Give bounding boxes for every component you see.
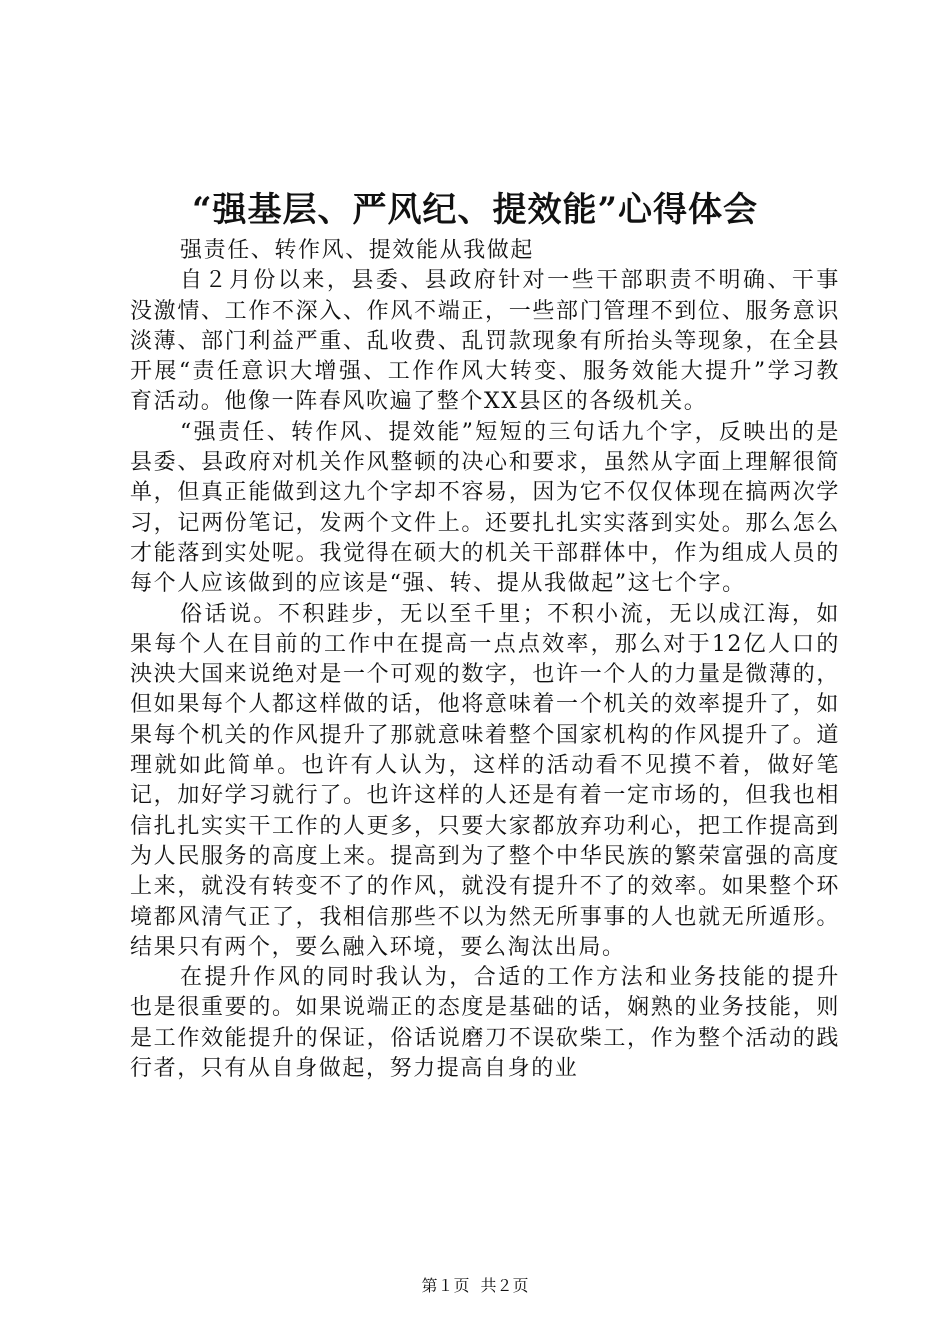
body-paragraph: 在提升作风的同时我认为，合适的工作方法和业务技能的提升也是很重要的。如果说端正的态度是基础的话，娴熟的业务技能，则是工作效能提升的保证，俗话说磨刀不误砍柴工，作为整个活动的践行者，只有从自身做起，努力提高自身的业	[130, 965, 840, 1082]
subtitle-paragraph: 强责任、转作风、提效能从我做起	[180, 238, 535, 263]
page-total: 共２页	[480, 1276, 529, 1295]
body-paragraph: “强责任、转作风、提效能”短短的三句话九个字，反映出的是县委、县政府对机关作风整顿的决心和要求，虽然从字面上理解很简单，但真正能做到这九个字却不容易，因为它不仅仅体现在搞两次学习，记两份笔记，发两个文件上。还要扎扎实实落到实处。那么怎么才能落到实处呢。我觉得在硕大的机关干部群体中，作为组成人员的每个人应该做到的应该是“强、转、提从我做起”这七个字。	[130, 419, 840, 597]
body-paragraph: 自２月份以来，县委、县政府针对一些干部职责不明确、干事没激情、工作不深入、作风不端正，一些部门管理不到位、服务意识淡薄、部门利益严重、乱收费、乱罚款现象有所抬头等现象，在全县开展“责任意识大增强、工作作风大转变、服务效能大提升”学习教育活动。他像一阵春风吹遍了整个XX县区的各级机关。	[130, 268, 840, 415]
document-title: “强基层、严风纪、提效能”心得体会	[191, 190, 759, 230]
body-paragraph: 俗话说。不积跬步，无以至千里；不积小流，无以成江海，如果每个人在目前的工作中在提高一点点效率，那么对于12亿人口的泱泱大国来说绝对是一个可观的数字，也许一个人的力量是微薄的，但如果每个人都这样做的话，他将意味着一个机关的效率提升了，如果每个机关的作风提升了那就意味着整个国家机构的作风提升了。道理就如此简单。也许有人认为，这样的活动看不见摸不着，做好笔记，加好学习就行了。也许这样的人还是有着一定市场的，但我也相信扎扎实实干工作的人更多，只要大家都放弃功利心，把工作提高到为人民服务的高度上来。提高到为了整个中华民族的繁荣富强的高度上来，就没有转变不了的作风，就没有提升不了的效率。如果整个环境都风清气正了，我相信那些不以为然无所事事的人也就无所遁形。结果只有两个，要么融入环境，要么淘汰出局。	[130, 601, 840, 960]
document-body	[130, 236, 840, 1084]
page-footer	[0, 1276, 950, 1296]
page-number: 第１页	[421, 1276, 470, 1295]
